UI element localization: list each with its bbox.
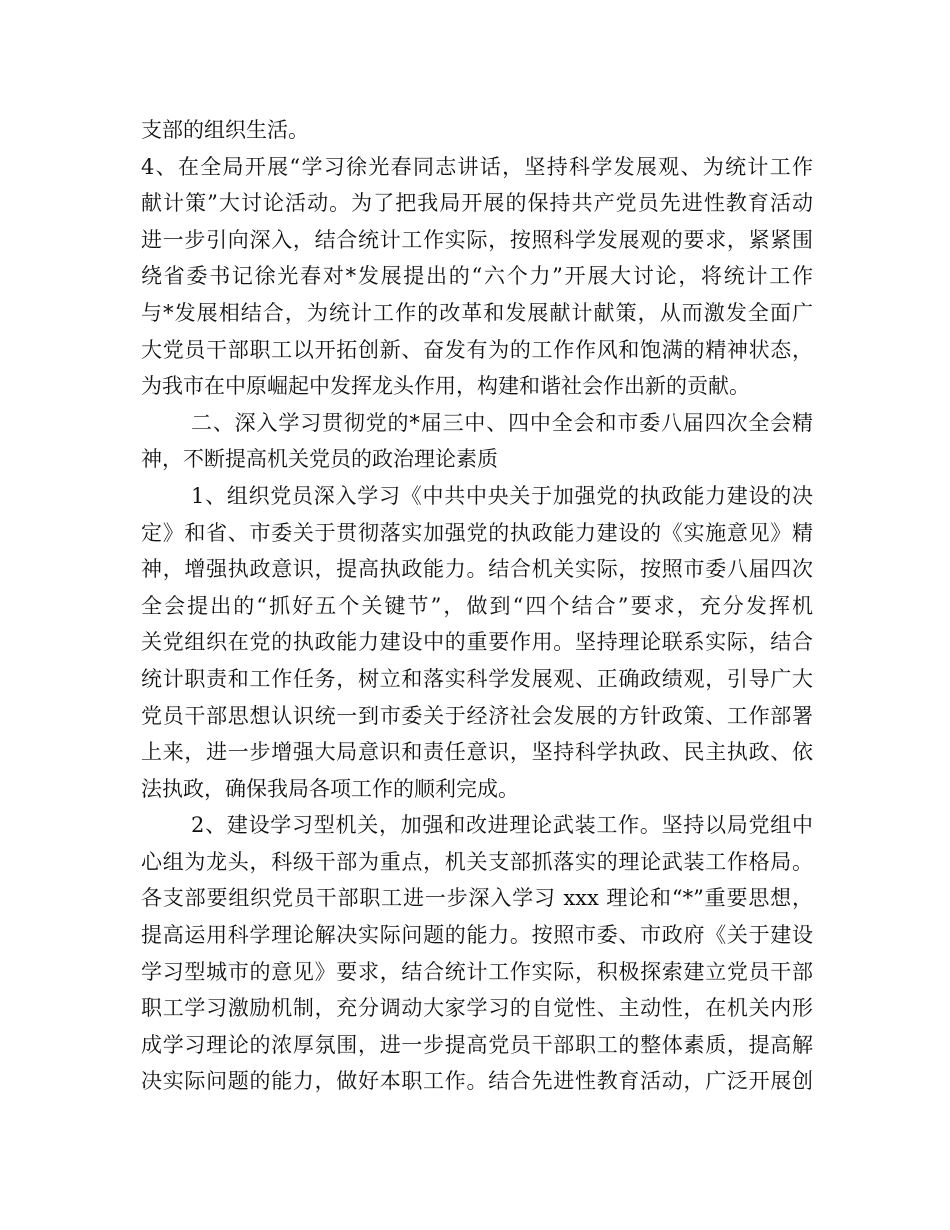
text-line: 提高运用科学理论解决实际问题的能力。按照市委、市政府《关于建设 xyxy=(141,923,813,948)
text-line: 为我市在中原崛起中发挥龙头作用，构建和谐社会作出新的贡献。 xyxy=(141,374,750,399)
section-heading-line: 二、深入学习贯彻党的*届三中、四中全会和市委八届四次全会精 xyxy=(191,410,813,435)
text-line: 支部的组织生活。 xyxy=(141,118,309,142)
text-line: 学习型城市的意见》要求，结合统计工作实际，积极探索建立党员干部 xyxy=(141,959,813,984)
text-line: 上来，进一步增强大局意识和责任意识，坚持科学执政、民主执政、依 xyxy=(141,740,813,765)
text-line: 定》和省、市委关于贯彻落实加强党的执政能力建设的《实施意见》精 xyxy=(141,520,813,545)
text-line: 职工学习激励机制，充分调动大家学习的自觉性、主动性，在机关内形 xyxy=(141,996,813,1021)
text-line: 关党组织在党的执政能力建设中的重要作用。坚持理论联系实际，结合 xyxy=(141,630,813,655)
text-line: 成学习理论的浓厚氛围，进一步提高党员干部职工的整体素质，提高解 xyxy=(141,1032,813,1057)
text-line: 4、在全局开展“学习徐光春同志讲话，坚持科学发展观、为统计工作 xyxy=(141,154,813,179)
text-line: 大党员干部职工以开拓创新、奋发有为的工作作风和饱满的精神状态， xyxy=(141,337,813,362)
text-line: 全会提出的“抓好五个关键节”，做到“四个结合”要求，充分发挥机 xyxy=(141,593,813,618)
text-line: 决实际问题的能力，做好本职工作。结合先进性教育活动，广泛开展创 xyxy=(141,1069,813,1094)
text-line: 法执政，确保我局各项工作的顺利完成。 xyxy=(141,776,519,801)
text-line: 献计策”大讨论活动。为了把我局开展的保持共产党员先进性教育活动 xyxy=(141,191,813,216)
text-line: 绕省委书记徐光春对*发展提出的“六个力”开展大讨论，将统计工作 xyxy=(141,264,813,289)
text-line: 统计职责和工作任务，树立和落实科学发展观、正确政绩观，引导广大 xyxy=(141,666,813,691)
text-line: 党员干部思想认识统一到市委关于经济社会发展的方针政策、工作部署 xyxy=(141,703,813,728)
text-line: 神，增强执政意识，提高执政能力。结合机关实际，按照市委八届四次 xyxy=(141,557,813,582)
text-line: 1、组织党员深入学习《中共中央关于加强党的执政能力建设的决 xyxy=(191,483,813,508)
text-line: 进一步引向深入，结合统计工作实际，按照科学发展观的要求，紧紧围 xyxy=(141,227,813,252)
section-heading-line: 神，不断提高机关党员的政治理论素质 xyxy=(141,447,498,472)
text-line: 与*发展相结合，为统计工作的改革和发展献计献策，从而激发全面广 xyxy=(141,300,813,325)
text-line: 心组为龙头，科级干部为重点，机关支部抓落实的理论武装工作格局。 xyxy=(141,849,813,874)
document-body xyxy=(141,112,813,1100)
text-line: 2、建设学习型机关，加强和改进理论武装工作。坚持以局党组中 xyxy=(191,813,813,838)
text-line: 各支部要组织党员干部职工进一步深入学习 xxx 理论和“*”重要思想， xyxy=(141,886,813,911)
